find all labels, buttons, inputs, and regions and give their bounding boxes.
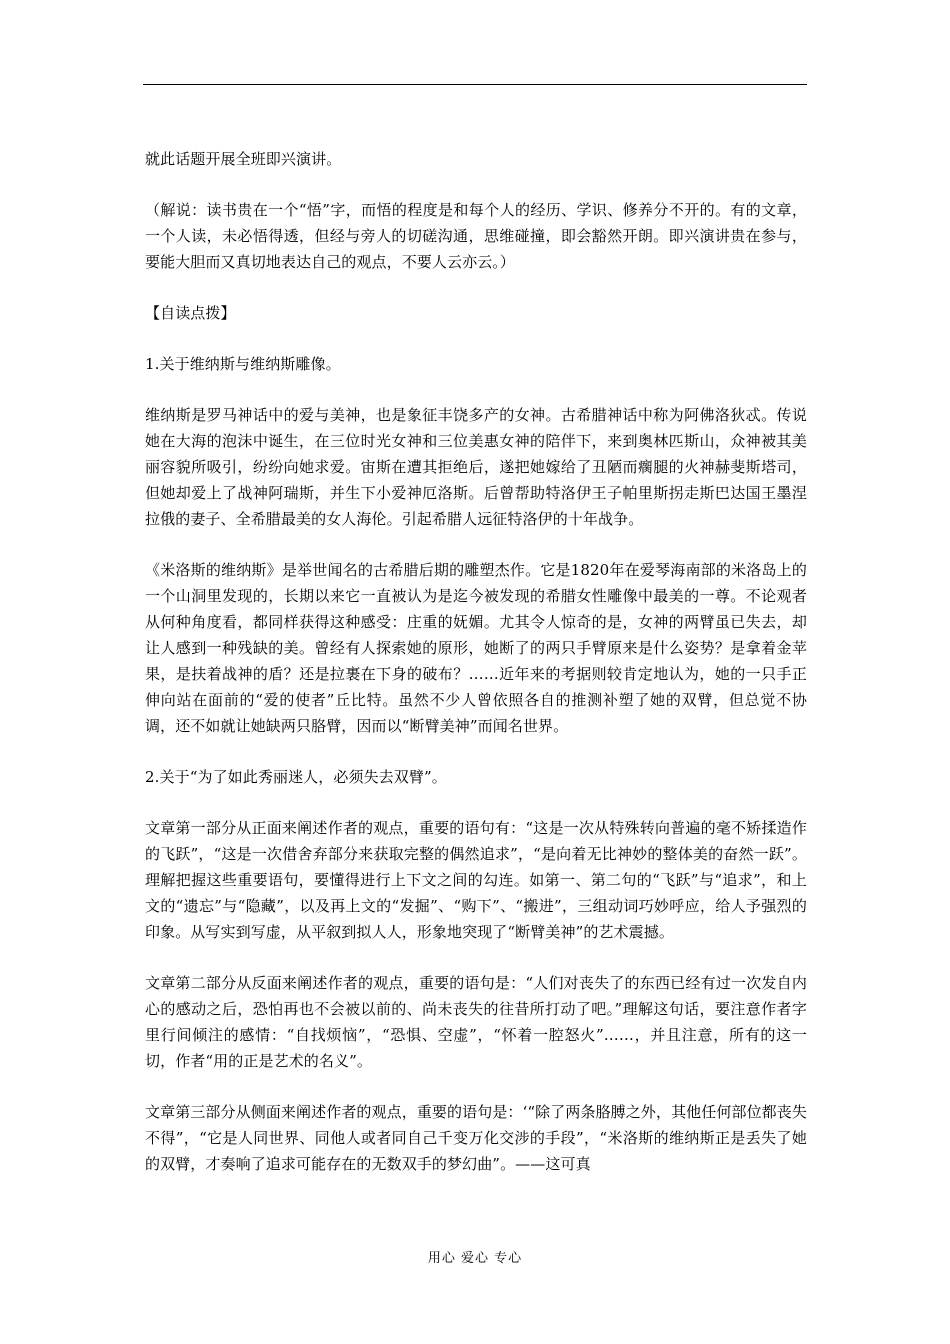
- item-heading-venus: 1.关于维纳斯与维纳斯雕像。: [145, 355, 341, 373]
- document-body: [145, 146, 807, 1202]
- paragraph-speech-topic: 就此话题开展全班即兴演讲。: [145, 150, 342, 168]
- paragraph-venus-statue: 《米洛斯的维纳斯》是举世闻名的古希腊后期的雕塑杰作。它是1820年在爱琴海南部的米洛岛上的一个山洞里发现的，长期以来它一直被认为是迄今被发现的希腊女性雕像中最美的一尊。不论观者从何种角度看，都同样获得这种感受：庄重的妩媚。尤其令人惊奇的是，女神的两臂虽已失去，却让人感到一种残缺的美。曾经有人探索她的原形，她断了的两只手臂原来是什么姿势？是拿着金苹果，是扶着战神的盾？还是拉裹在下身的破布？……近年来的考据则较肯定地认为，她的一只手正伸向站在面前的“爱的使者”丘比特。虽然不少人曾依照各自的推测补塑了她的双臂，但总觉不协调，还不如就让她缺两只胳臂，因而以“断臂美神”而闻名世界。: [145, 561, 807, 735]
- paragraph-venus-myth: 维纳斯是罗马神话中的爱与美神，也是象征丰饶多产的女神。古希腊神话中称为阿佛洛狄忒。传说她在大海的泡沫中诞生，在三位时光女神和三位美惠女神的陪伴下，来到奥林匹斯山，众神被其美丽容貌所吸引，纷纷向她求爱。宙斯在遭其拒绝后，遂把她嫁给了丑陋而瘸腿的火神赫斐斯塔司，但她却爱上了战神阿瑞斯，并生下小爱神厄洛斯。后曾帮助特洛伊王子帕里斯拐走斯巴达国王墨涅拉俄的妻子、全希腊最美的女人海伦。引起希腊人远征特洛伊的十年战争。: [145, 406, 807, 528]
- paragraph-part-one: 文章第一部分从正面来阐述作者的观点，重要的语句有：“这是一次从特殊转向普遍的毫不矫揉造作的飞跃”，“这是一次借舍弃部分来获取完整的偶然追求”，“是向着无比神妙的整体美的奋然一跃”。理解把握这些重要语句，要懂得进行上下文之间的勾连。如第一、第二句的“飞跃”与“追求”，和上文的“遗忘”与“隐藏”，以及再上文的“发掘”、“购下”、“搬进”，三组动词巧妙呼应，给人予强烈的印象。从写实到写虚，从平叙到拟人人，形象地突现了“断臂美神”的艺术震撼。: [145, 819, 807, 941]
- paragraph-part-two: 文章第二部分从反面来阐述作者的观点，重要的语句是：“人们对丧失了的东西已经有过一次发自内心的感动之后，恐怕再也不会被以前的、尚未丧失的往昔所打动了吧。”理解这句话，要注意作者字里行间倾注的感情：“自找烦恼”，“恐惧、空虚”，“怀着一腔怒火”……，并且注意，所有的这一切，作者“用的正是艺术的名义”。: [145, 974, 807, 1070]
- item-heading-lost-arms: 2.关于“为了如此秀丽迷人，必须失去双臂”。: [145, 768, 447, 786]
- paragraph-commentary: （解说：读书贵在一个“悟”字，而悟的程度是和每个人的经历、学识、修养分不开的。有的文章，一个人读，未必悟得透，但经与旁人的切磋沟通，思维碰撞，即会豁然开朗。即兴演讲贵在参与，要能大胆而又真切地表达自己的观点，不要人云亦云。）: [145, 201, 807, 271]
- paragraph-part-three: 文章第三部分从侧面来阐述作者的观点，重要的语句是：‘“除了两条胳膊之外，其他任何部位都丧失不得”，“它是人同世界、同他人或者同自己千变万化交涉的手段”，“米洛斯的维纳斯正是丢失了她的双臂，才奏响了追求可能存在的无数双手的梦幻曲”。——这可真: [145, 1103, 807, 1173]
- header-rule: [143, 84, 807, 85]
- section-heading-self-reading: 【自读点拨】: [145, 304, 236, 322]
- page-footer: 用心 爱心 专心: [427, 1251, 523, 1266]
